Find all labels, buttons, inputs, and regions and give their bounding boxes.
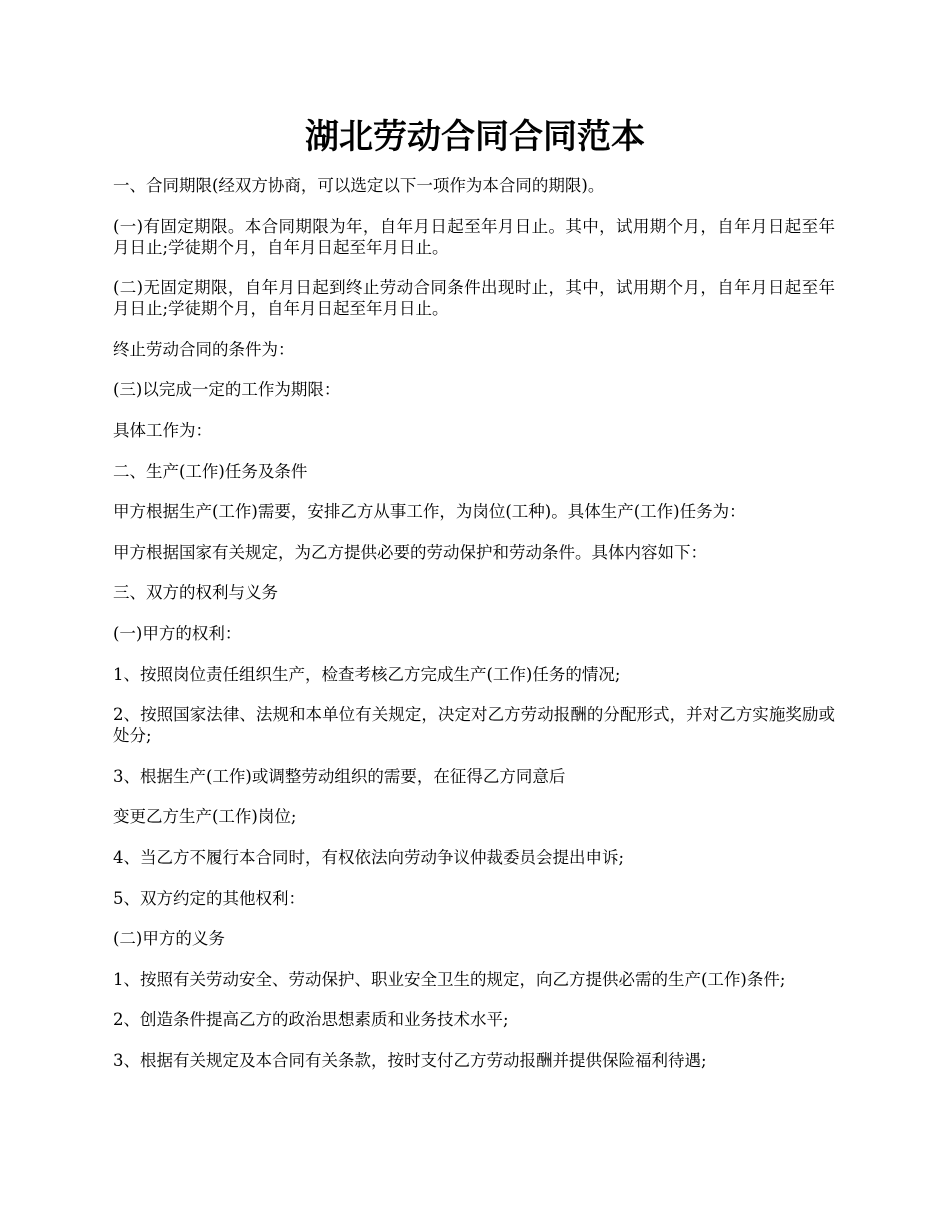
paragraph: 1、按照有关劳动安全、劳动保护、职业安全卫生的规定，向乙方提供必需的生产(工作)条件;: [113, 969, 786, 989]
paragraph: 4、当乙方不履行本合同时，有权依法向劳动争议仲裁委员会提出申诉;: [113, 847, 625, 867]
paragraph: 二、生产(工作)任务及条件: [113, 461, 308, 481]
paragraph: 2、创造条件提高乙方的政治思想素质和业务技术水平;: [113, 1010, 509, 1030]
paragraph: 3、根据生产(工作)或调整劳动组织的需要，在征得乙方同意后: [113, 766, 566, 786]
paragraph: 三、双方的权利与义务: [113, 583, 278, 603]
paragraph: 5、双方约定的其他权利：: [113, 888, 305, 908]
paragraph: 2、按照国家法律、法规和本单位有关规定，决定对乙方劳动报酬的分配形式，并对乙方实施奖励或处分;: [113, 705, 835, 746]
paragraph: 变更乙方生产(工作)岗位;: [113, 807, 297, 827]
paragraph: (二)甲方的义务: [113, 929, 225, 949]
paragraph: (一)有固定期限。本合同期限为年，自年月日起至年月日止。其中，试用期个月，自年月日起至年月日止;学徒期个月，自年月日起至年月日止。: [113, 216, 835, 257]
paragraph: 终止劳动合同的条件为：: [113, 339, 295, 359]
paragraph: 3、根据有关规定及本合同有关条款，按时支付乙方劳动报酬并提供保险福利待遇;: [113, 1050, 707, 1070]
paragraph: 1、按照岗位责任组织生产，检查考核乙方完成生产(工作)任务的情况;: [113, 664, 621, 684]
paragraph: 具体工作为：: [113, 420, 212, 440]
paragraph: (二)无固定期限，自年月日起到终止劳动合同条件出现时止，其中，试用期个月，自年月日起至年月日止;学徒期个月，自年月日起至年月日止。: [113, 278, 835, 319]
paragraph: 甲方根据国家有关规定，为乙方提供必要的劳动保护和劳动条件。具体内容如下：: [113, 542, 707, 562]
paragraph: (三)以完成一定的工作为期限：: [113, 380, 341, 400]
paragraph: (一)甲方的权利：: [113, 623, 242, 643]
paragraph: 一、合同期限(经双方协商，可以选定以下一项作为本合同的期限)。: [113, 176, 605, 195]
paragraph: 甲方根据生产(工作)需要，安排乙方从事工作，为岗位(工种)。具体生产(工作)任务为：: [113, 502, 746, 522]
document-title: 湖北劳动合同合同范本: [305, 117, 645, 157]
document-body: [113, 175, 835, 1090]
